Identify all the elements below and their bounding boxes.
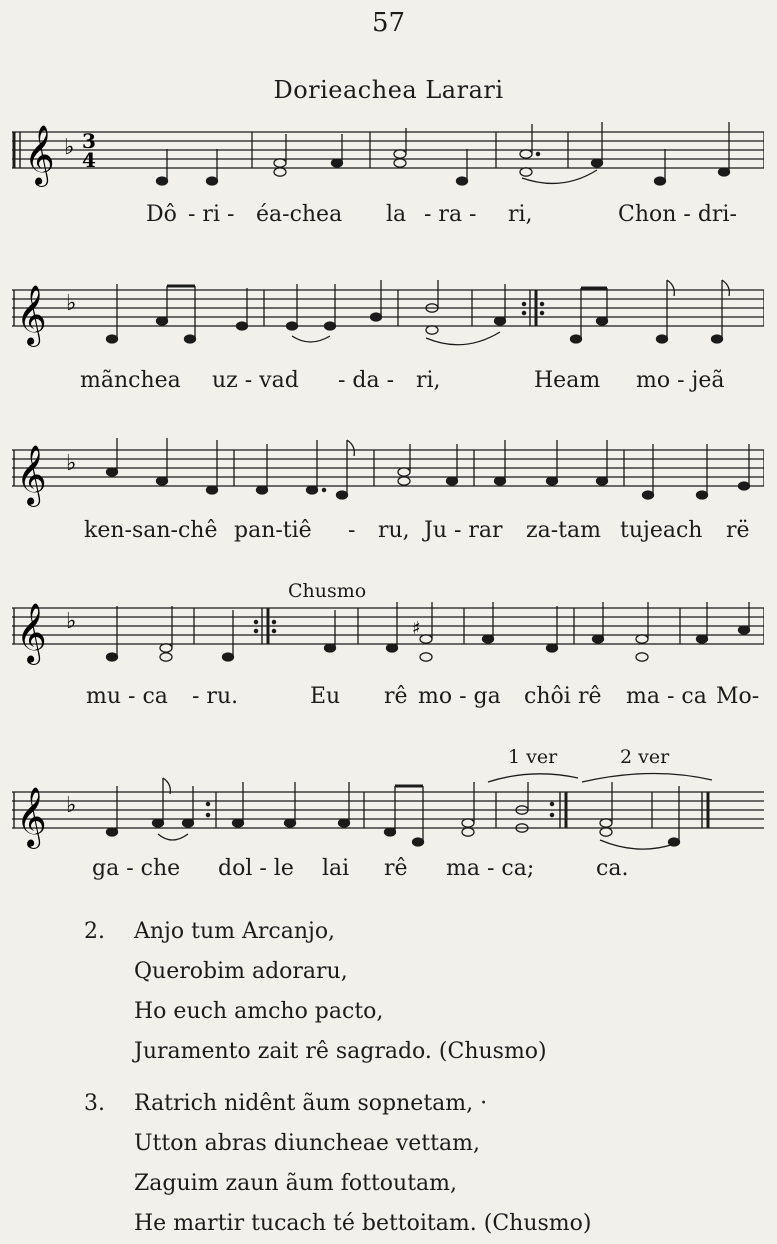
- verse-line: Utton abras diuncheae vettam,: [134, 1131, 480, 1156]
- lyric-syllable: la: [386, 202, 407, 227]
- staff-1: [12, 112, 764, 192]
- lyric-syllable: rê: [384, 856, 408, 881]
- staff-3: [12, 430, 764, 510]
- lyrics-line-2: [12, 368, 764, 400]
- sharp-icon: ♯: [412, 618, 421, 639]
- lyric-syllable: za-tam: [526, 518, 601, 543]
- verse-number: 2.: [84, 919, 105, 944]
- lyric-syllable: Ju - rar: [424, 518, 503, 543]
- verse-line: Ratrich nidênt ãum sopnetam, ·: [134, 1091, 488, 1116]
- lyric-syllable: mu - ca: [86, 684, 168, 709]
- flat-icon: ♭: [66, 451, 77, 476]
- treble-clef-icon: 𝄞: [16, 285, 47, 345]
- treble-clef-icon: 𝄞: [16, 603, 47, 663]
- lyrics-line-1: [12, 202, 764, 234]
- verse-line: He martir tucach té bettoitam. (Chusmo): [134, 1211, 592, 1236]
- treble-clef-icon: 𝄞: [16, 445, 47, 505]
- lyric-syllable: uz - vad: [212, 368, 299, 393]
- lyric-syllable: ma - ca: [626, 684, 707, 709]
- lyrics-line-4: [12, 684, 764, 716]
- lyric-syllable: ru,: [378, 518, 410, 543]
- lyric-syllable: - ri -: [188, 202, 235, 227]
- lyric-syllable: mãnchea: [80, 368, 181, 393]
- verse-line: Ho euch amcho pacto,: [134, 999, 384, 1024]
- flat-icon: ♭: [66, 793, 77, 818]
- lyric-syllable: - ru.: [192, 684, 239, 709]
- lyric-syllable: pan-tiê: [234, 518, 312, 543]
- verse-line: Querobim adoraru,: [134, 959, 348, 984]
- lyric-syllable: rë: [726, 518, 750, 543]
- svg-text:4: 4: [82, 148, 96, 172]
- lyric-syllable: chôi: [524, 684, 571, 709]
- lyric-syllable: ken-san-chê: [84, 518, 218, 543]
- page-number: 57: [371, 8, 406, 38]
- song-title: Dorieachea Larari: [273, 76, 504, 104]
- lyric-syllable: ca.: [596, 856, 629, 881]
- lyrics-line-5: [12, 856, 764, 888]
- lyric-syllable: rê: [578, 684, 602, 709]
- lyric-syllable: dol - le: [218, 856, 294, 881]
- lyric-syllable: - da -: [338, 368, 395, 393]
- staff-2: [12, 276, 764, 356]
- flat-icon: ♭: [66, 609, 77, 634]
- verse-line: Zaguim zaun ãum fottoutam,: [134, 1171, 458, 1196]
- treble-clef-icon: 𝄞: [24, 125, 55, 185]
- staff-4: [12, 592, 764, 672]
- lyric-syllable: Chon - dri-: [618, 202, 737, 227]
- lyrics-line-3: [12, 518, 764, 550]
- verse-line: Anjo tum Arcanjo,: [134, 919, 336, 944]
- section-marking: Chusmo: [288, 580, 367, 602]
- verse-number: 3.: [84, 1091, 105, 1116]
- first-ending-marking: 1 ver: [508, 746, 558, 768]
- lyric-syllable: Eu: [310, 684, 341, 709]
- lyric-syllable: Dô: [146, 202, 177, 227]
- lyric-syllable: ma - ca;: [446, 856, 535, 881]
- flat-icon: ♭: [66, 291, 77, 316]
- staff-5: [12, 772, 764, 852]
- svg-text:3: 3: [82, 129, 96, 153]
- verse-line: Juramento zait rê sagrado. (Chusmo): [134, 1039, 547, 1064]
- treble-clef-icon: 𝄞: [16, 787, 47, 847]
- lyric-syllable: lai: [322, 856, 350, 881]
- lyric-syllable: Mo-: [716, 684, 760, 709]
- flat-icon: ♭: [64, 135, 75, 160]
- lyric-syllable: éa-chea: [256, 202, 343, 227]
- lyric-syllable: ri,: [416, 368, 441, 393]
- lyric-syllable: - ra -: [424, 202, 477, 227]
- lyric-syllable: mo - jeã: [636, 368, 725, 393]
- lyric-syllable: tujeach: [620, 518, 703, 543]
- lyric-syllable: Heam: [534, 368, 601, 393]
- lyric-syllable: rê: [384, 684, 408, 709]
- lyric-syllable: ga - che: [92, 856, 181, 881]
- lyric-syllable: mo - ga: [418, 684, 501, 709]
- lyric-syllable: ri,: [508, 202, 533, 227]
- lyric-syllable: -: [348, 518, 356, 543]
- second-ending-marking: 2 ver: [620, 746, 670, 768]
